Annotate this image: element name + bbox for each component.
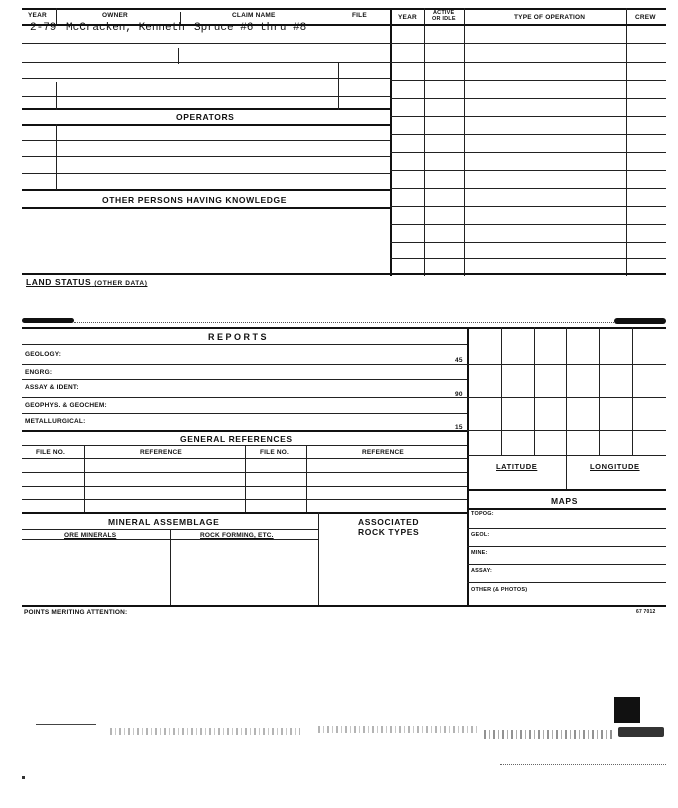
header-year-2: YEAR xyxy=(398,14,417,21)
longitude-label: LONGITUDE xyxy=(590,462,640,471)
row-line xyxy=(22,512,467,514)
header-file: FILE xyxy=(352,12,367,19)
form-number: 67 7012 xyxy=(636,609,656,615)
row-line xyxy=(467,528,666,529)
row-line xyxy=(467,546,666,547)
row-line xyxy=(390,80,666,81)
row-line xyxy=(22,108,390,110)
row-line xyxy=(390,152,666,153)
row-line xyxy=(22,156,390,157)
grid-line xyxy=(599,327,600,455)
header-crew: CREW xyxy=(635,14,656,21)
assay-ident-label: ASSAY & IDENT: xyxy=(25,384,79,391)
maps-other: OTHER (& PHOTOS) xyxy=(471,587,528,593)
top-border xyxy=(22,8,666,10)
row-line xyxy=(390,206,666,207)
divider xyxy=(178,48,179,64)
header-year: YEAR xyxy=(28,12,47,19)
row-line xyxy=(467,508,666,510)
row-line xyxy=(390,134,666,135)
header-claim-name: CLAIM NAME xyxy=(232,12,276,19)
header-owner: OWNER xyxy=(102,12,128,19)
row-line xyxy=(22,173,390,174)
divider xyxy=(84,445,85,513)
row-line xyxy=(390,170,666,171)
rock-forming-label: ROCK FORMING, ETC. xyxy=(200,532,274,539)
geophys-label: GEOPHYS. & GEOCHEM: xyxy=(25,402,107,409)
row-line xyxy=(390,98,666,99)
row-line xyxy=(467,564,666,565)
row-line xyxy=(22,379,467,380)
general-references-title: GENERAL REFERENCES xyxy=(180,434,293,444)
points-meriting-attention: POINTS MERITING ATTENTION: xyxy=(24,609,128,616)
row-line xyxy=(390,116,666,117)
row-line xyxy=(22,124,390,126)
operators-title: OPERATORS xyxy=(176,112,235,122)
grid-line xyxy=(467,364,666,365)
main-vertical-divider xyxy=(390,8,392,276)
ink-smudge xyxy=(614,318,666,324)
scan-artifact xyxy=(484,730,614,739)
divider xyxy=(464,8,465,276)
col-reference: REFERENCE xyxy=(140,449,182,456)
divider xyxy=(56,124,57,190)
grid-line xyxy=(632,327,633,455)
divider xyxy=(245,445,246,513)
row-line xyxy=(22,397,467,398)
header-or-idle: OR IDLE xyxy=(432,16,456,22)
row-line xyxy=(390,258,666,259)
engrg-label: ENGRG: xyxy=(25,369,53,376)
row-line xyxy=(390,224,666,225)
tick-15: 15 xyxy=(455,424,463,431)
row-line xyxy=(22,43,390,44)
row-line xyxy=(22,189,390,191)
ore-minerals-label: ORE MINERALS xyxy=(64,532,117,539)
geology-label: GEOLOGY: xyxy=(25,351,62,358)
row-line xyxy=(22,413,467,414)
dotted-line xyxy=(74,322,614,323)
associated-rock-types-line2: ROCK TYPES xyxy=(358,527,420,537)
associated-rock-types-line1: ASSOCIATED xyxy=(358,517,420,527)
header-type-of-operation: TYPE OF OPERATION xyxy=(514,14,586,21)
divider xyxy=(56,82,57,110)
divider xyxy=(306,445,307,513)
divider xyxy=(318,512,319,606)
row-line xyxy=(22,62,390,63)
row-line xyxy=(22,364,467,365)
divider xyxy=(338,62,339,110)
maps-title: MAPS xyxy=(551,496,578,506)
col-reference-2: REFERENCE xyxy=(362,449,404,456)
grid-line xyxy=(467,455,666,456)
land-status-title: LAND STATUS (OTHER DATA) xyxy=(26,277,148,287)
row-line xyxy=(390,242,666,243)
row-line xyxy=(22,78,390,79)
ink-smudge xyxy=(22,318,74,323)
top-section-bottom xyxy=(22,273,666,275)
divider xyxy=(626,8,627,276)
grid-line xyxy=(566,327,567,489)
header-active: ACTIVE xyxy=(433,10,455,16)
scan-artifact xyxy=(110,728,300,735)
scan-artifact xyxy=(618,727,664,737)
mineral-assemblage-title: MINERAL ASSEMBLAGE xyxy=(108,517,220,527)
entry-owner: McCracken, Kenneth xyxy=(66,22,185,34)
entry-claim-name: Spruce #6 thru #8 xyxy=(194,22,307,34)
col-file-no-2: FILE NO. xyxy=(260,449,290,456)
grid-line xyxy=(534,327,535,455)
col-file-no: FILE NO. xyxy=(36,449,66,456)
scan-artifact xyxy=(36,724,96,725)
maps-mine: MINE: xyxy=(471,550,488,556)
scan-artifact xyxy=(500,764,666,765)
maps-geol: GEOL: xyxy=(471,532,490,538)
grid-line xyxy=(501,327,502,455)
divider xyxy=(170,529,171,606)
scan-artifact xyxy=(614,697,640,723)
row-line xyxy=(22,430,467,432)
row-line xyxy=(22,344,467,345)
tick-45: 45 xyxy=(455,357,463,364)
tick-90: 90 xyxy=(455,391,463,398)
row-line xyxy=(390,62,666,63)
grid-line xyxy=(467,430,666,431)
row-line xyxy=(390,43,666,44)
scan-artifact xyxy=(22,776,25,779)
maps-topog: TOPOG: xyxy=(471,511,494,517)
row-line xyxy=(22,140,390,141)
metallurgical-label: METALLURGICAL: xyxy=(25,418,86,425)
reports-title: REPORTS xyxy=(208,332,270,342)
reports-top-border xyxy=(22,327,666,329)
maps-assay: ASSAY: xyxy=(471,568,493,574)
row-line xyxy=(22,539,318,540)
row-line xyxy=(390,188,666,189)
entry-year: 2-79 xyxy=(30,22,57,34)
other-persons-title: OTHER PERSONS HAVING KNOWLEDGE xyxy=(102,195,288,205)
divider xyxy=(424,8,425,276)
row-line xyxy=(22,207,390,209)
row-line xyxy=(467,582,666,583)
reports-bottom-border xyxy=(22,605,666,607)
row-line xyxy=(22,96,390,97)
grid-line xyxy=(467,489,666,491)
latitude-label: LATITUDE xyxy=(496,462,538,471)
scan-artifact xyxy=(318,726,478,733)
grid-line xyxy=(467,397,666,398)
